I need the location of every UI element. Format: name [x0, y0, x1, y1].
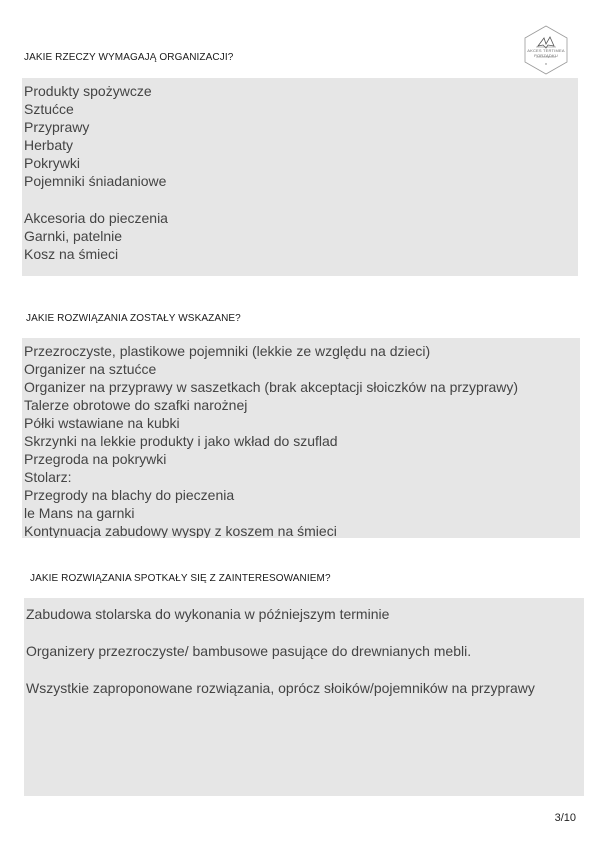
- list-item: le Mans na garnki: [24, 505, 135, 521]
- section-heading-proposed-solutions: JAKIE ROZWIĄZANIA ZOSTAŁY WSKAZANE?: [26, 313, 241, 324]
- list-item: Półki wstawiane na kubki: [24, 415, 180, 431]
- section-heading-solutions-of-interest: JAKIE ROZWIĄZANIA SPOTKAŁY SIĘ Z ZAINTERESOWANIEM?: [30, 573, 331, 584]
- list-item: Stolarz:: [24, 469, 72, 485]
- answer-box-proposed-solutions: [22, 338, 580, 538]
- list-item: Organizer na sztućce: [24, 361, 157, 377]
- logo-text-line1: AKCES TERTIMEA: [527, 48, 565, 53]
- list-item: Skrzynki na lekkie produkty i jako wkład do szuflad: [24, 433, 338, 449]
- list-item: Organizery przezroczyste/ bambusowe pasujące do drewnianych mebli.: [26, 643, 472, 659]
- list-item: Organizer na przyprawy w saszetkach (brak akceptacji słoiczków na przyprawy): [24, 379, 519, 395]
- list-item: Przegroda na pokrywki: [24, 451, 167, 467]
- answer-box-solutions-of-interest: [24, 598, 584, 796]
- list-item: Kosz na śmieci: [24, 246, 119, 262]
- list-item: Akcesoria do pieczenia: [24, 210, 168, 226]
- list-item: Kontynuacja zabudowy wyspy z koszem na śmieci: [24, 523, 337, 538]
- list-item: Talerze obrotowe do szafki narożnej: [24, 397, 248, 413]
- logo-text-line2: PORZĄDKU: [534, 53, 558, 58]
- list-item: Herbaty: [24, 137, 74, 153]
- list-item: Zabudowa stolarska do wykonania w późniejszym terminie: [26, 606, 390, 622]
- list-item: Pojemniki śniadaniowe: [24, 173, 167, 189]
- list-item: Produkty spożywcze: [24, 83, 152, 99]
- list-item: Przyprawy: [24, 119, 90, 135]
- list-item: Garnki, patelnie: [24, 228, 123, 244]
- list-item: Przezroczyste, plastikowe pojemniki (lekkie ze względu na dzieci): [24, 343, 431, 359]
- answer-box-things-to-organize: [22, 78, 578, 276]
- list-item: Przegrody na blachy do pieczenia: [24, 487, 235, 503]
- list-item: Pokrywki: [24, 155, 81, 171]
- section-heading-things-to-organize: JAKIE RZECZY WYMAGAJĄ ORGANIZACJI?: [24, 52, 234, 63]
- brand-logo: [520, 24, 572, 76]
- list-item: Wszystkie zaproponowane rozwiązania, oprócz słoików/pojemników na przyprawy: [26, 680, 535, 696]
- page-number: 3/10: [554, 812, 576, 824]
- list-item: Sztućce: [24, 101, 74, 117]
